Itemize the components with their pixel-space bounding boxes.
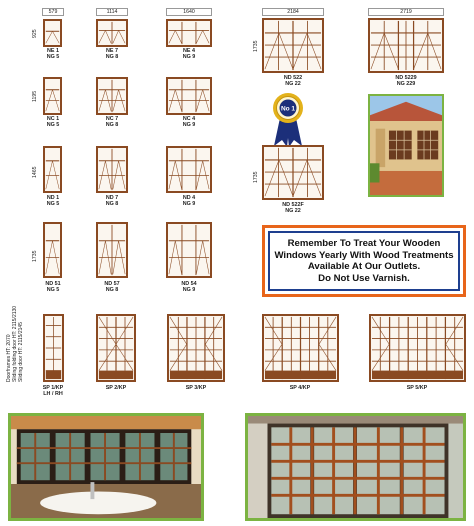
door-note-1: Doorframes HT: 2070: [6, 334, 12, 382]
label-nc7: NC 7 NG 8: [105, 116, 119, 129]
label-sp2: SP 2/KP: [105, 385, 127, 391]
dim-1114: 1114: [96, 8, 128, 16]
window-nc4: [166, 77, 212, 115]
window-ne7: [96, 19, 128, 47]
label-nd522: ND 522 NG 22: [283, 75, 303, 88]
dim-2719: 2719: [368, 8, 444, 16]
exterior-window-photo: [245, 413, 466, 521]
window-nd522: [262, 18, 324, 73]
notice-line-1: Remember To Treat Your Wooden: [287, 238, 441, 249]
label-sp1: SP 1/KP LH / RH: [42, 385, 64, 398]
label-nd54: ND 54 NG 9: [181, 281, 197, 294]
label-nd51: ND 51 NG 5: [45, 281, 61, 294]
door-note-2: Sliding folding door HT: 2115/2130: [12, 305, 18, 382]
label-nd57: ND 57 NG 8: [104, 281, 120, 294]
bathroom-window-photo: [8, 413, 204, 521]
ribbon-text: No 1: [280, 105, 296, 113]
door-sp2: [96, 314, 136, 382]
window-nd54: [166, 222, 212, 278]
window-nd57: [96, 222, 128, 278]
window-nd7: [96, 146, 128, 193]
label-sp5: SP 5/KP: [406, 385, 428, 391]
notice-line-4: Do Not Use Varnish.: [318, 272, 410, 284]
window-nd5229: [368, 18, 444, 73]
label-ne4: NE 4 NG 9: [182, 48, 196, 61]
dim-925: 925: [32, 29, 38, 38]
label-nc1: NC 1 NG 5: [46, 116, 60, 129]
dim-2184: 2184: [262, 8, 324, 16]
label-nd522f: ND 522F NG 22: [282, 202, 304, 215]
window-nd1: [43, 146, 62, 193]
door-sp5: [369, 314, 466, 382]
label-nd5229: ND 5229 NG 229: [395, 75, 417, 88]
door-height-notes: [6, 306, 24, 382]
window-nd51: [43, 222, 62, 278]
label-ne7: NE 7 NG 8: [105, 48, 119, 61]
care-notice-inner: [268, 231, 460, 291]
window-nd4: [166, 146, 212, 193]
notice-line-2: Windows Yearly With Wood Treatments: [274, 249, 454, 261]
dim-579: 579: [42, 8, 64, 16]
label-sp3: SP 3/KP: [185, 385, 207, 391]
window-nd522f: [262, 145, 324, 200]
door-sp3: [167, 314, 225, 382]
door-sp1: [43, 314, 64, 382]
dim-1640: 1640: [166, 8, 212, 16]
dim-1465: 1465: [32, 166, 38, 178]
window-nc7: [96, 77, 128, 115]
door-note-3: Sliding door HT: 2115/2145: [18, 322, 24, 382]
dim-1735-b: 1735: [253, 40, 259, 52]
door-sp4: [262, 314, 339, 382]
label-nd4: ND 4 NG 9: [182, 195, 196, 208]
care-notice: [262, 225, 466, 297]
dim-1735-c: 1735: [253, 171, 259, 183]
label-nd1: ND 1 NG 5: [46, 195, 60, 208]
award-ribbon-icon: [268, 92, 308, 148]
window-ne4: [166, 19, 212, 47]
window-nc1: [43, 77, 62, 115]
house-photo: [368, 94, 444, 197]
dim-1735-a: 1735: [32, 250, 38, 262]
label-nd7: ND 7 NG 8: [105, 195, 119, 208]
notice-line-3: Available At Our Outlets.: [307, 261, 421, 272]
dim-1195: 1195: [32, 90, 38, 102]
window-ne1: [43, 19, 62, 47]
label-sp4: SP 4/KP: [289, 385, 311, 391]
label-nc4: NC 4 NG 9: [182, 116, 196, 129]
label-ne1: NE 1 NG 5: [46, 48, 60, 61]
